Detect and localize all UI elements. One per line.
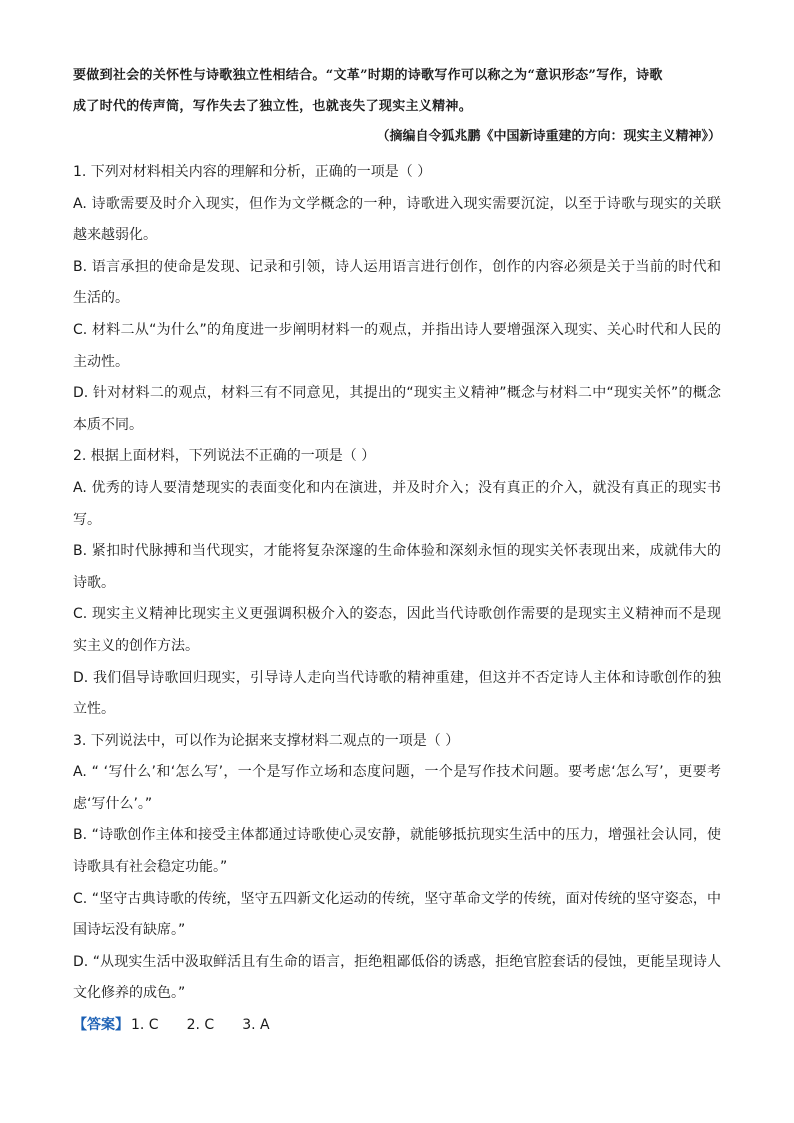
- option-b: B. “诗歌创作主体和接受主体都通过诗歌使心灵安静，就能够抵抗现实生活中的压力，增强社会认同，使诗歌具有社会稳定功能。”: [73, 827, 721, 876]
- intro-line: 成了时代的传声筒，写作失去了独立性，也就丧失了现实主义精神。: [73, 99, 473, 114]
- option-d: D. 我们倡导诗歌回归现实，引导诗人走向当代诗歌的精神重建，但这并不否定诗人主体和诗歌创作的独立性。: [73, 669, 721, 718]
- option-c: C. “坚守古典诗歌的传统，坚守五四新文化运动的传统，坚守革命文学的传统，面对传统的坚守姿态，中国诗坛没有缺席。”: [73, 890, 721, 939]
- questions-section: [73, 157, 721, 1042]
- answer-value: 3. A: [242, 1017, 270, 1034]
- option-a: A. “ ‘写什么’和‘怎么写’，一个是写作立场和态度问题，一个是写作技术问题。要考虑‘怎么写’，更要考虑‘写什么’。”: [73, 764, 721, 812]
- option-a: A. 诗歌需要及时介入现实，但作为文学概念的一种，诗歌进入现实需要沉淀，以至于诗歌与现实的关联越来越弱化。: [73, 195, 721, 244]
- option-c: C. 材料二从“为什么”的角度进一步阐明材料一的观点，并指出诗人要增强深入现实、关心时代和人民的主动性。: [73, 321, 721, 370]
- question-stem: 3. 下列说法中，可以作为论据来支撑材料二观点的一项是（ ）: [73, 732, 460, 749]
- question-stem: 1. 下列对材料相关内容的理解和分析，正确的一项是（ ）: [73, 164, 432, 180]
- intro-passage: [73, 60, 721, 122]
- question-2: [73, 441, 721, 725]
- source-citation: （摘编自令狐兆鹏《中国新诗重建的方向：现实主义精神》）: [376, 129, 721, 144]
- answer-line: [73, 1010, 721, 1042]
- option-b: B. 语言承担的使命是发现、记录和引领，诗人运用语言进行创作，创作的内容必须是关于当前的时代和生活的。: [73, 258, 721, 307]
- answer-value: 1. C: [131, 1017, 159, 1034]
- option-b: B. 紧扣时代脉搏和当代现实，才能将复杂深邃的生命体验和深刻永恒的现实关怀表现出来，成就伟大的诗歌。: [73, 543, 721, 591]
- question-3: [73, 726, 721, 1010]
- option-c: C. 现实主义精神比现实主义更强调积极介入的姿态，因此当代诗歌创作需要的是现实主义精神而不是现实主义的创作方法。: [73, 606, 721, 654]
- intro-line: 要做到社会的关怀性与诗歌独立性相结合。“文革”时期的诗歌写作可以称之为“意识形态”写作，诗歌: [73, 68, 663, 83]
- option-a: A. 优秀的诗人要清楚现实的表面变化和内在演进，并及时介入；没有真正的介入，就没有真正的现实书写。: [73, 479, 721, 528]
- answer-tag: 【答案】: [73, 1017, 129, 1034]
- option-d: D. 针对材料二的观点，材料三有不同意见，其提出的“现实主义精神”概念与材料二中“现实关怀”的概念本质不同。: [73, 385, 721, 433]
- question-1: [73, 157, 721, 441]
- option-d: D. “从现实生活中汲取鲜活且有生命的语言，拒绝粗鄙低俗的诱惑，拒绝官腔套话的侵蚀，更能呈现诗人文化修养的成色。”: [73, 953, 721, 1002]
- answer-value: 2. C: [186, 1017, 215, 1034]
- question-stem: 2. 根据上面材料，下列说法不正确的一项是（ ）: [73, 448, 376, 465]
